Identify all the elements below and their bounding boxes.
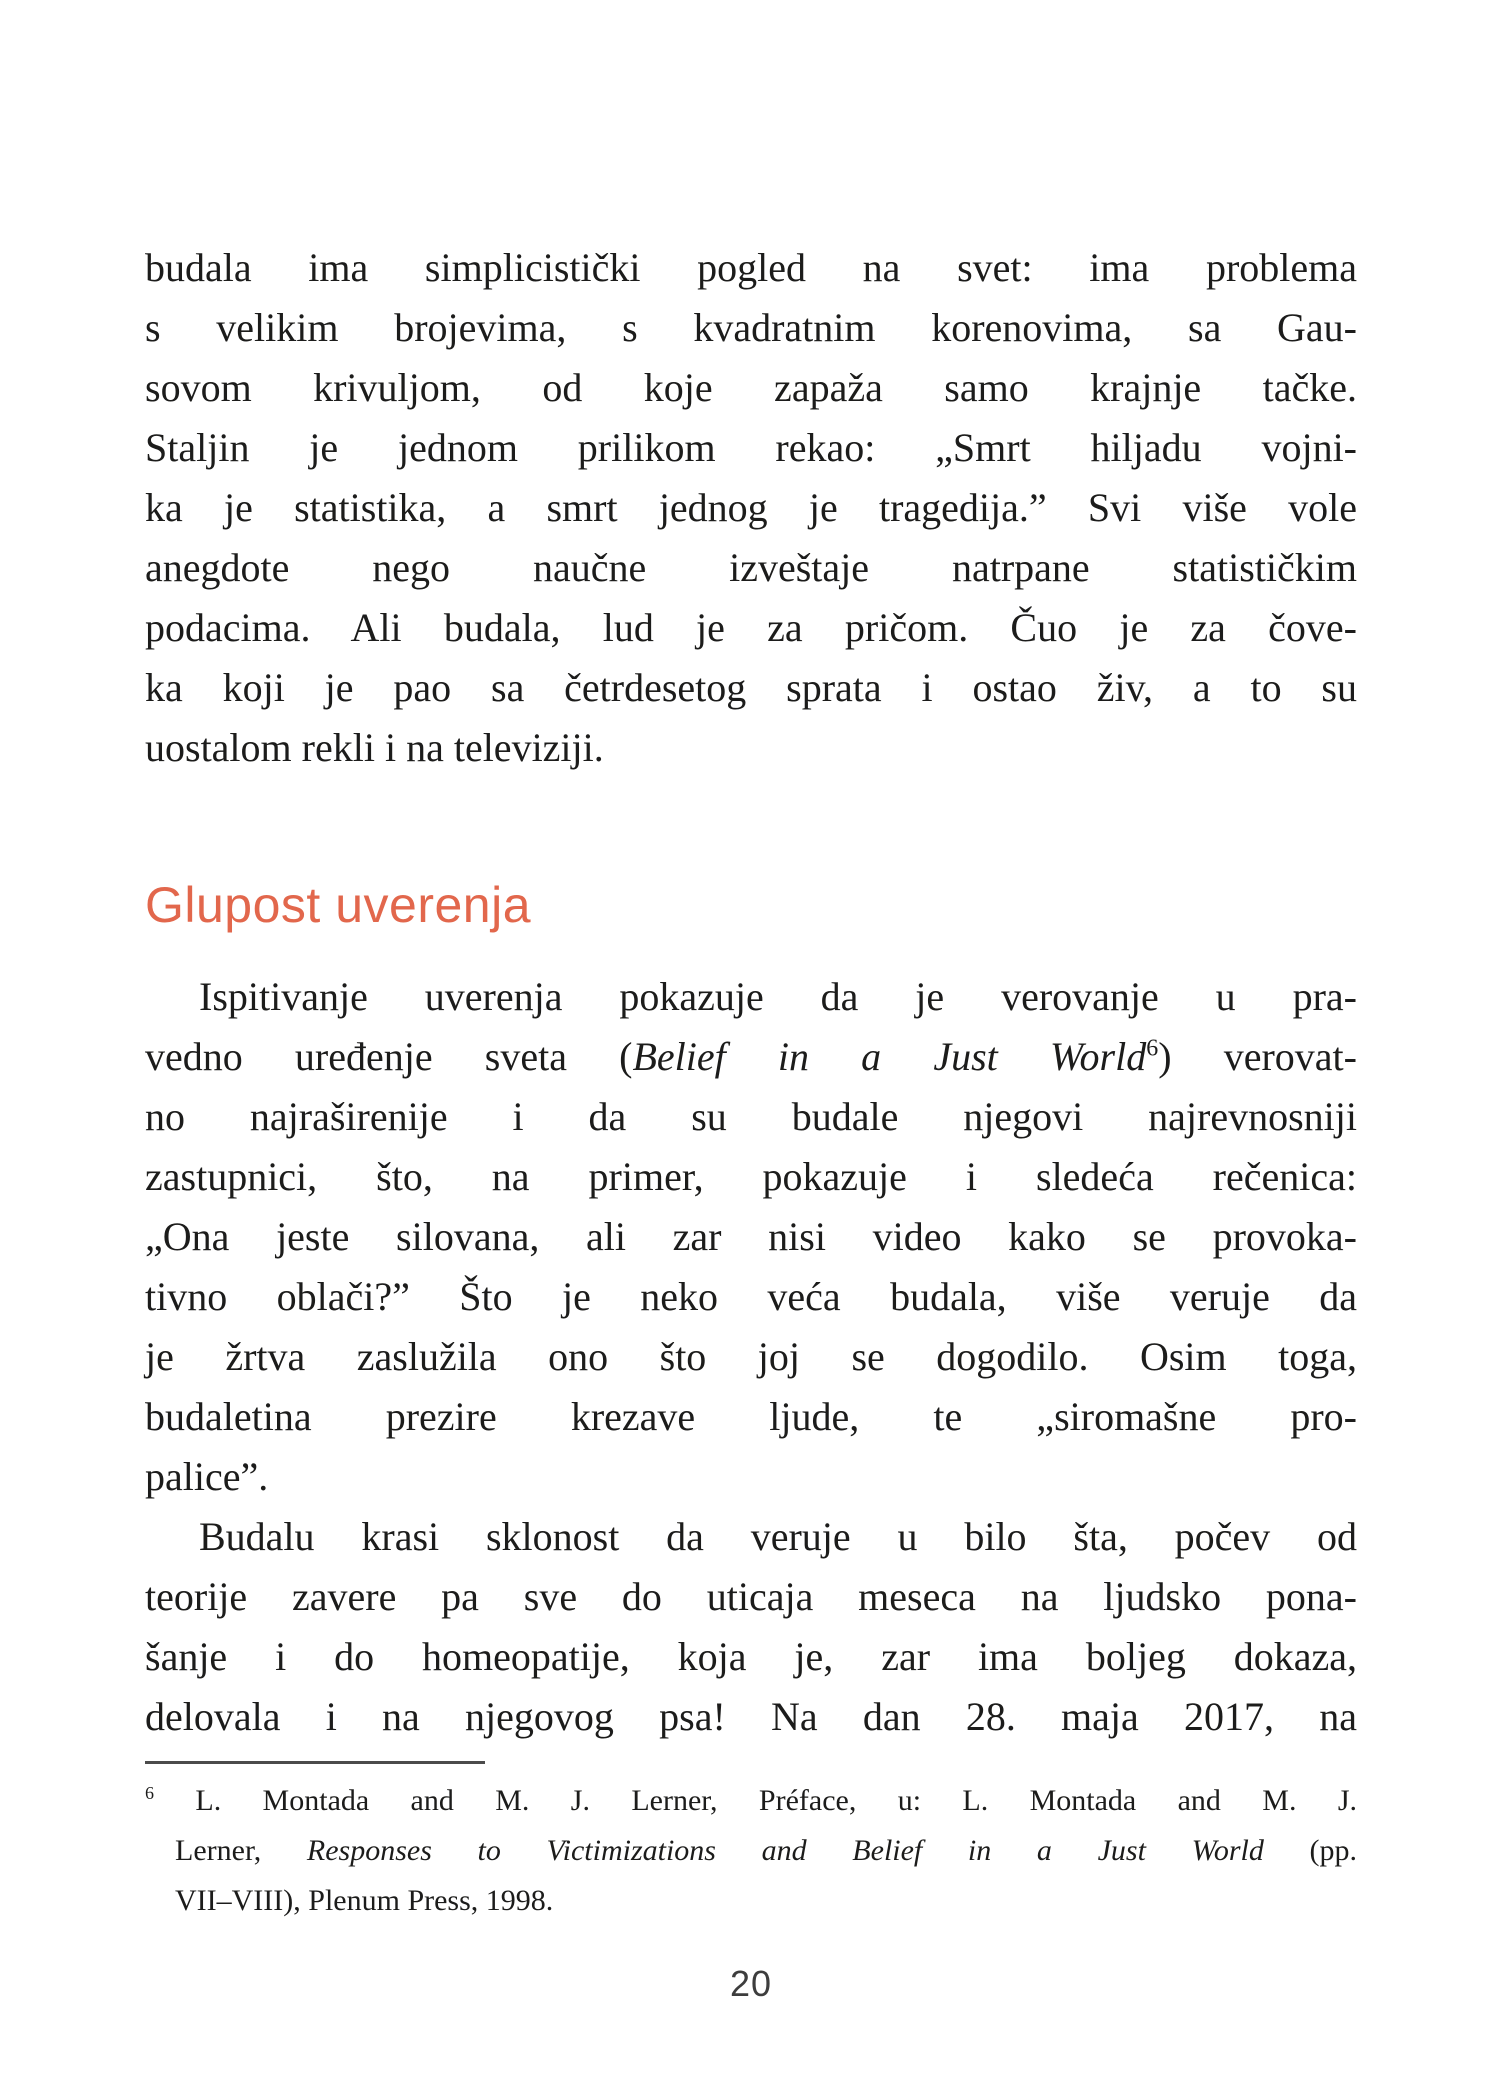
text-line (145, 718, 1357, 778)
text-line (145, 298, 1357, 358)
text-segment: Budalu krasi sklonost da veruje u bilo šta, počev od (199, 1514, 1357, 1559)
text-segment: „Ona jeste silovana, ali zar nisi video kako se provoka- (145, 1214, 1357, 1259)
text-column (145, 238, 1357, 2014)
text-segment: ) verovat- (1158, 1034, 1357, 1079)
text-segment: Lerner, (175, 1834, 307, 1867)
text-line (145, 1147, 1357, 1207)
text-segment: ka koji je pao sa četrdesetog sprata i ostao živ, a to su (145, 665, 1357, 710)
text-line (145, 238, 1357, 298)
text-segment: delovala i na njegovog psa! Na dan 28. maja 2017, na (145, 1694, 1357, 1739)
text-line (145, 1567, 1357, 1627)
footnote-reference-marker: 6 (1146, 1035, 1159, 1062)
text-line (145, 1687, 1357, 1747)
text-segment: budaletina prezire krezave ljude, te „siromašne pro- (145, 1394, 1357, 1439)
text-segment: anegdote nego naučne izveštaje natrpane statističkim (145, 545, 1357, 590)
text-segment: uostalom rekli i na televiziji. (145, 725, 604, 770)
text-line (145, 358, 1357, 418)
text-segment: je žrtva zaslužila ono što joj se dogodilo. Osim toga, (145, 1334, 1357, 1379)
text-segment: L. Montada and M. J. Lerner, Préface, u: L. Montada and M. J. (154, 1784, 1357, 1817)
text-line (145, 1327, 1357, 1387)
text-line (145, 598, 1357, 658)
text-line (145, 1776, 1357, 1826)
text-segment: podacima. Ali budala, lud je za pričom. Čuo je za čove- (145, 605, 1357, 650)
footnote-reference-marker: 6 (145, 1783, 154, 1803)
text-line (175, 1826, 1357, 1876)
text-segment: zastupnici, što, na primer, pokazuje i sledeća rečenica: (145, 1154, 1357, 1199)
page-number: 20 (729, 1963, 773, 2004)
text-segment: tivno oblači?” Što je neko veća budala, više veruje da (145, 1274, 1357, 1319)
text-line (145, 658, 1357, 718)
text-line (145, 1267, 1357, 1327)
paragraph-3 (145, 1507, 1357, 1747)
text-segment: Staljin je jednom prilikom rekao: „Smrt hiljadu vojni- (145, 425, 1357, 470)
text-segment: sovom krivuljom, od koje zapaža samo krajnje tačke. (145, 365, 1357, 410)
text-segment: vedno uređenje sveta ( (145, 1034, 633, 1079)
text-line (145, 538, 1357, 598)
text-line (145, 1027, 1357, 1087)
text-segment: teorije zavere pa sve do uticaja meseca na ljudsko pona- (145, 1574, 1357, 1619)
text-segment: budala ima simplicistički pogled na svet: ima problema (145, 245, 1357, 290)
text-segment: s velikim brojevima, s kvadratnim korenovima, sa Gau- (145, 305, 1357, 350)
text-line (145, 967, 1357, 1027)
footnote-separator (145, 1761, 485, 1764)
footnote-area (145, 1761, 1357, 1926)
text-segment: no najraširenije i da su budale njegovi najrevnosniji (145, 1094, 1357, 1139)
section-heading: Glupost uverenja (145, 877, 532, 933)
text-line (175, 1876, 1357, 1926)
text-line (145, 418, 1357, 478)
text-line (145, 1087, 1357, 1147)
text-segment: VII–VIII), Plenum Press, 1998. (175, 1884, 554, 1917)
text-segment: (pp. (1263, 1834, 1357, 1867)
footnote (145, 1776, 1357, 1926)
text-line (145, 1627, 1357, 1687)
text-line (145, 1447, 1357, 1507)
paragraph-1 (145, 238, 1357, 778)
text-segment: šanje i do homeopatije, koja je, zar ima boljeg dokaza, (145, 1634, 1357, 1679)
text-line (145, 1207, 1357, 1267)
paragraph-2 (145, 967, 1357, 1507)
text-line (145, 478, 1357, 538)
text-line (145, 1387, 1357, 1447)
text-segment: Responses to Victimizations and Belief in a Just World (306, 1834, 1264, 1867)
text-segment: Ispitivanje uverenja pokazuje da je verovanje u pra- (199, 974, 1357, 1019)
text-segment: Belief in a Just World (632, 1034, 1147, 1079)
text-segment: palice”. (145, 1454, 269, 1499)
text-line (145, 1507, 1357, 1567)
text-segment: ka je statistika, a smrt jednog je tragedija.” Svi više vole (145, 485, 1357, 530)
